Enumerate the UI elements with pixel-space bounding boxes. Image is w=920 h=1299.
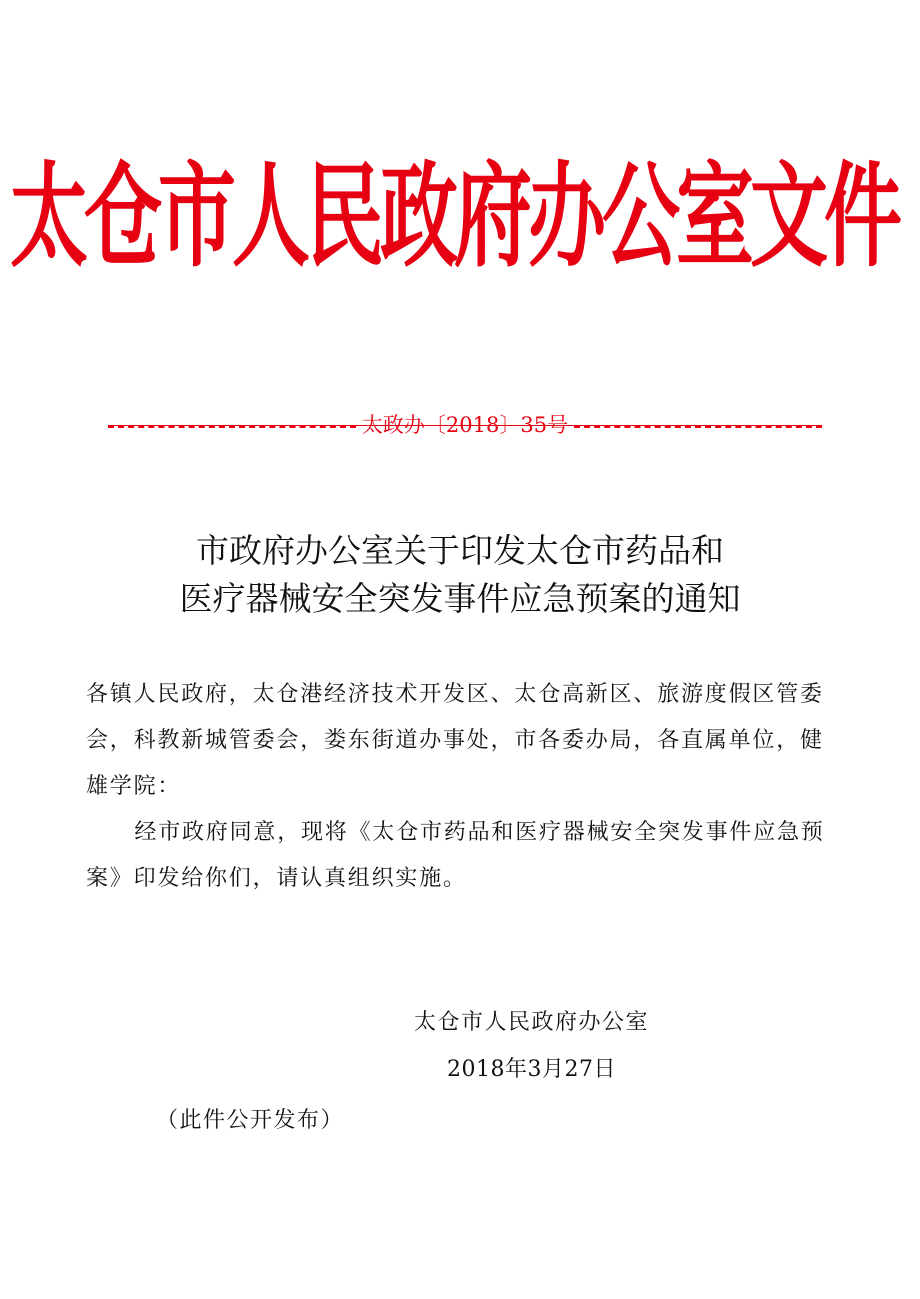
body-paragraph: 经市政府同意，现将《太仓市药品和医疗器械安全突发事件应急预案》印发给你们，请认真组织实施。 [86,820,825,891]
red-strike-line [108,425,822,426]
document-header-title: 太仓市人民政府办公室文件 [10,152,899,284]
document-number: 太政办〔2018〕35号 [361,413,569,437]
public-release-note: （此件公开发布） [156,1108,345,1133]
document-header-banner [10,150,899,286]
notice-title-line-2: 医疗器械安全突发事件应急预案的通知 [179,579,741,618]
document-number-row [108,408,822,440]
issue-date: 2018年3月27日 [447,1057,616,1082]
addressees-paragraph: 各镇人民政府，太仓港经济技术开发区、太仓高新区、旅游度假区管委会，科教新城管委会，娄东街道办事处，市各委办局，各直属单位，健雄学院： [86,682,824,799]
notice-title [0,527,920,623]
notice-title-line-1: 市政府办公室关于印发太仓市药品和 [196,531,724,570]
red-rule-right [574,426,822,428]
red-rule-left [108,426,356,428]
issuer-signature: 太仓市人民政府办公室 [414,1010,650,1035]
